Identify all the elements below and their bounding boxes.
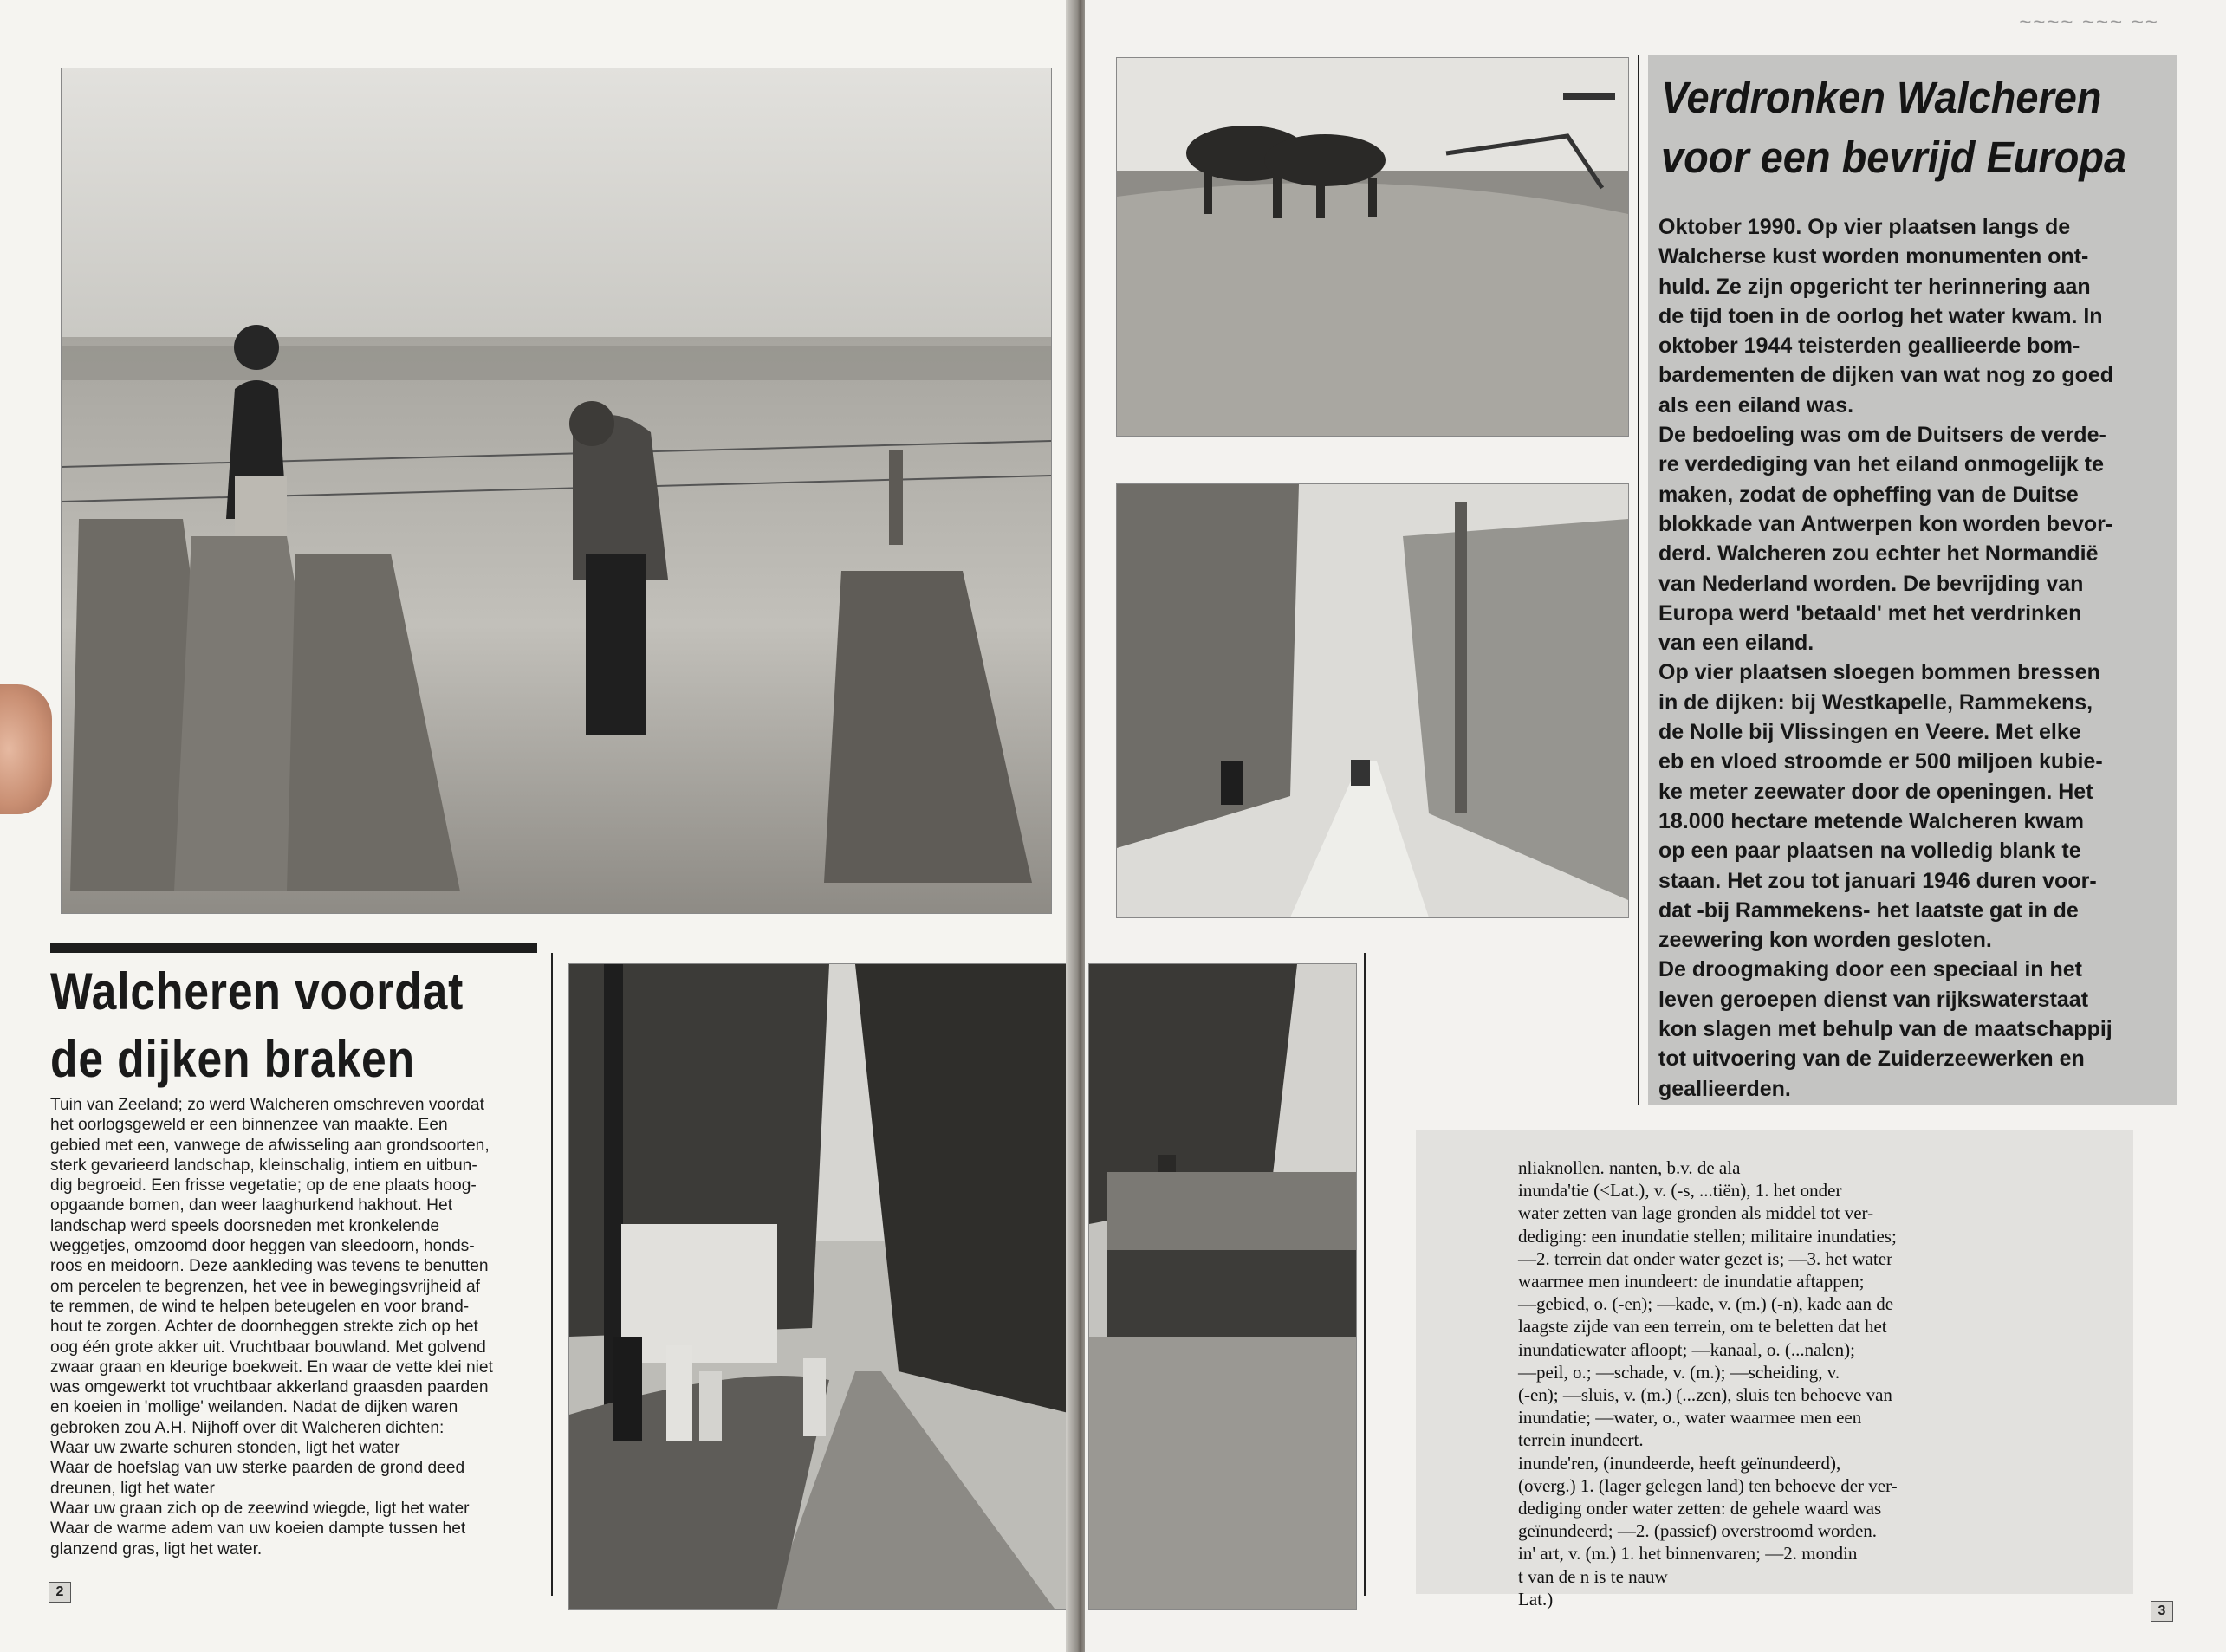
harvest-photo xyxy=(61,68,1052,914)
country-lane-photo xyxy=(1116,483,1629,918)
dictionary-entry xyxy=(1518,1156,2090,1610)
sidebar-body-text: Oktober 1990. Op vier plaatsen langs de Walcherse kust worden monumenten ont- huld. Ze zijn opgericht ter herinnering aan de tijd toen in de oorlog het water kwam. In oktober 1944 teisterden geallieerde bom- bardementen de dijken van wat nog zo goed als een eiland was. De bedoeling was om de Duitsers de verde- re verdediging van het eiland onmogelijk te maken, zodat de opheffing van de Duitse blokkade van Antwerpen kon worden bevor- derd. Walcheren zou echter het Normandië van Nederland worden. De bevrijding van Europa werd 'betaald' met het verdrinken van een eiland. Op vier plaatsen sloegen bommen bressen in de dijken: bij Westkapelle, Rammekens, de Nolle bij Vlissingen en Veere. Met elke eb en vloed stroomde er 500 miljoen kubie- ke meter zeewater door de openingen. Het 18.000 hectare metende Walcheren kwam op een paar plaatsen na volledig blank te staan. Het zou tot januari 1946 duren voor- dat -bij Rammekens- het laatste gat in de zeewering kon worden gesloten. De droogmaking door een speciaal in het leven geroepen dienst van rijkswaterstaat kon slagen met behulp van de maatschappij tot uitvoering van de Zuiderzeewerken en geallieerden. xyxy=(1658,215,2114,1101)
right-column-divider xyxy=(1364,953,1366,1596)
page-number-right: 3 xyxy=(2151,1601,2173,1622)
sidebar-title-line-2: voor een bevrijd Europa xyxy=(1661,133,2127,182)
article-headline xyxy=(50,958,497,1093)
horse-reaper-photo xyxy=(1116,57,1629,437)
sidebar-body xyxy=(1658,212,2170,1104)
headline-line-1: Walcheren voordat xyxy=(50,962,464,1020)
article-body-text: Tuin van Zeeland; zo werd Walcheren omschreven voordat het oorlogsgeweld er een binnenzee van maakte. Een gebied met een, vanwege de afwisseling aan grondsoorten, sterk gevarieerd landschap, kleinschalig, intiem en uitbun- dig begroeid. Een frisse vegetatie; op de ene plaats hoog- opgaande bomen, dan weer laaghurkend hakhout. Het landschap werd speels doorsneden met kronkelende weggetjes, omzoomd door heggen van sleedoorn, honds- roos en meidoorn. Deze aankleding was tevens te benutten om percelen te begrenzen, het vee in bewegingsvrijheid af te remmen, de wind te helpen beteugelen en voor brand- hout te zorgen. Achter de doornheggen strekte zich op het oog één grote akker uit. Vruchtbaar bouwland. Met golvend zwaar graan en kleurige boekweit. En waar de vette klei niet was omgewerkt tot vruchtbaar akkerland graasden paarden en koeien in 'mollige' weilanden. Nadat de dijken waren gebroken zou A.H. Nijhoff over dit Walcheren dichten: Waar uw zwarte schuren stonden, ligt het water Waar de hoefslag van uw sterke paarden de grond deed dreunen, ligt het water Waar uw graan zich op de zeewind wiegde, ligt het water Waar de warme adem van uw koeien dampte tussen het glanzend gras, ligt het water. xyxy=(50,1096,493,1558)
dictionary-entry-text: nliaknollen. nanten, b.v. de ala inunda'tie (<Lat.), v. (-s, ...tiën), 1. het onder water zetten van lage gronden als middel tot ver- dediging: een inundatie stellen; militaire inundaties; —2. terrein dat onder water gezet is; —3. het water waarmee men inundeert: de inundatie aftappen; —gebied, o. (-en); —kade, v. (m.) (-n), kade aan de laagste zijde van een terrein, om te beletten dat het inundatiewater afloopt; —kanaal, o. (...nalen); —peil, o.; —schade, v. (m.); —scheiding, v. (-en); —sluis, v. (m.) (...zen), sluis ten behoeve van inundatie; —water, o., water waarmee men een terrein inundeert. inunde'ren, (inundeerde, heeft geïnundeerd), (overg.) 1. (lager gelegen land) ten behoeve der ver- dediging onder water zetten: de gehele waard was geïnundeerd; —2. (passief) overstroomd worden. in' art, v. (m.) 1. het binnenvaren; —2. mondin t van de n is te nauw Lat.) xyxy=(1518,1157,1898,1610)
farm-road-photo-continued xyxy=(1088,963,1357,1610)
pencil-mark: ~~~~ ~~~ ~~ xyxy=(2019,10,2159,34)
article-body xyxy=(50,1095,553,1559)
headline-rule xyxy=(50,943,537,953)
sidebar-title xyxy=(1661,68,2139,187)
right-top-rule xyxy=(1638,55,1639,1105)
left-page xyxy=(0,0,1074,1652)
thumb xyxy=(0,684,52,814)
sidebar-title-line-1: Verdronken Walcheren xyxy=(1661,73,2102,122)
village-road-photo xyxy=(568,963,1074,1610)
headline-line-2: de dijken braken xyxy=(50,1030,415,1088)
page-number-left: 2 xyxy=(49,1582,71,1603)
